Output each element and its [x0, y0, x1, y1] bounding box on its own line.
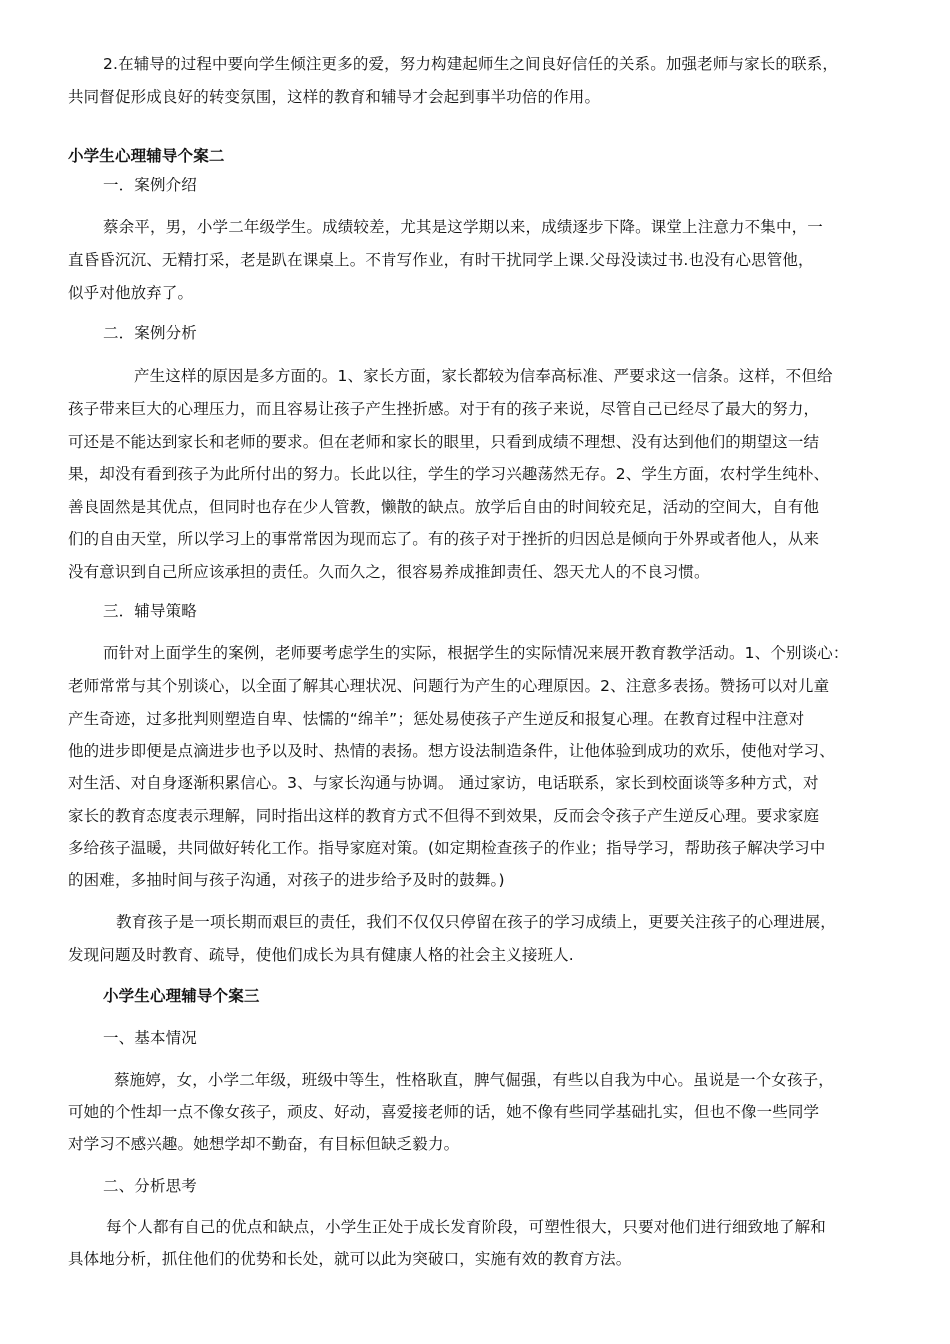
case2-section1-line: 直昏昏沉沉、无精打采，老是趴在课桌上。不肯写作业，有时干扰同学上课.父母没读过书.也没有心思管他， [68, 251, 814, 269]
case2-section1-heading: 一．案例介绍 [103, 176, 197, 194]
case2-section3-line: 的困难，多抽时间与孩子沟通，对孩子的进步给予及时的鼓舞。) [68, 871, 505, 889]
case2-section3-line: 产生奇迹，过多批判则塑造自卑、怯懦的“绵羊”；惩处易使孩子产生逆反和报复心理。在教育过程中注意对 [68, 710, 805, 728]
case2-section3-heading: 三．辅导策略 [103, 602, 197, 620]
case2-section3-line: 老师常常与其个别谈心，以全面了解其心理状况、问题行为产生的心理原因。2、注意多表扬。赞扬可以对儿童 [68, 677, 830, 695]
case2-title: 小学生心理辅导个案二 [68, 147, 225, 165]
case2-section2-line: 善良固然是其优点，但同时也存在少人管教，懒散的缺点。放学后自由的时间较充足，活动的空间大，自有他 [68, 498, 820, 516]
case3-section1-line: 可她的个性却一点不像女孩子，顽皮、好动，喜爱接老师的话，她不像有些同学基础扎实，但也不像一些同学 [68, 1103, 820, 1121]
case2-section2-line: 产生这样的原因是多方面的。1、家长方面，家长都较为信奉高标准、严要求这一信条。这样，不但给 [134, 367, 833, 385]
intro-line-2: 共同督促形成良好的转变氛围，这样的教育和辅导才会起到事半功倍的作用。 [68, 88, 601, 106]
case3-section1-heading: 一、基本情况 [103, 1029, 197, 1047]
case2-section2-line: 孩子带来巨大的心理压力，而且容易让孩子产生挫折感。对于有的孩子来说，尽管自己已经尽了最大的努力， [68, 400, 820, 418]
case2-section3-line: 对生活、对自身逐渐积累信心。3、与家长沟通与协调。 通过家访，电话联系，家长到校面谈等多种方式，对 [68, 774, 819, 792]
case2-section2-line: 没有意识到自己所应该承担的责任。久而久之，很容易养成推卸责任、怨天尤人的不良习惯。 [68, 563, 710, 581]
case2-section2-line: 们的自由天堂，所以学习上的事常常因为现而忘了。有的孩子对于挫折的归因总是倾向于外界或者他人，从来 [68, 530, 820, 548]
case3-section2-line: 具体地分析，抓住他们的优势和长处，就可以此为突破口，实施有效的教育方法。 [68, 1250, 632, 1268]
case2-section2-line: 可还是不能达到家长和老师的要求。但在老师和家长的眼里，只看到成绩不理想、没有达到他们的期望这一结 [68, 433, 820, 451]
case2-closing-line: 教育孩子是一项长期而艰巨的责任，我们不仅仅只停留在孩子的学习成绩上，更要关注孩子的心理进展， [116, 913, 836, 931]
case2-section2-heading: 二．案例分析 [103, 324, 197, 342]
case2-section1-line: 蔡余平，男，小学二年级学生。成绩较差，尤其是这学期以来，成绩逐步下降。课堂上注意力不集中，一 [103, 218, 823, 236]
case2-section3-line: 他的进步即便是点滴进步也予以及时、热情的表扬。想方设法制造条件，让他体验到成功的欢乐，使他对学习、 [68, 742, 835, 760]
case2-section3-line: 多给孩子温暖，共同做好转化工作。指导家庭对策。(如定期检查孩子的作业；指导学习，帮助孩子解决学习中 [68, 839, 826, 857]
case3-section1-line: 对学习不感兴趣。她想学却不勤奋，有目标但缺乏毅力。 [68, 1135, 460, 1153]
intro-line-1: 2.在辅导的过程中要向学生倾注更多的爱，努力构建起师生之间良好信任的关系。加强老师与家长的联系， [103, 55, 838, 73]
case3-section2-heading: 二、分析思考 [103, 1177, 197, 1195]
case2-section2-line: 果，却没有看到孩子为此所付出的努力。长此以往，学生的学习兴趣荡然无存。2、学生方面，农村学生纯朴、 [68, 465, 830, 483]
case2-section3-line: 家长的教育态度表示理解，同时指出这样的教育方式不但得不到效果，反而会令孩子产生逆反心理。要求家庭 [68, 807, 820, 825]
case3-section1-line: 蔡施婷，女，小学二年级，班级中等生，性格耿直，脾气倔强，有些以自我为中心。虽说是一个女孩子， [114, 1071, 834, 1089]
case2-section3-line: 而针对上面学生的案例，老师要考虑学生的实际，根据学生的实际情况来展开教育教学活动。1、个别谈心： [103, 644, 849, 662]
case2-closing-line: 发现问题及时教育、疏导，使他们成长为具有健康人格的社会主义接班人. [68, 946, 574, 964]
case3-title: 小学生心理辅导个案三 [103, 987, 260, 1005]
case3-section2-line: 每个人都有自己的优点和缺点，小学生正处于成长发育阶段，可塑性很大，只要对他们进行细致地了解和 [106, 1218, 826, 1236]
case2-section1-line: 似乎对他放弃了。 [68, 284, 194, 302]
